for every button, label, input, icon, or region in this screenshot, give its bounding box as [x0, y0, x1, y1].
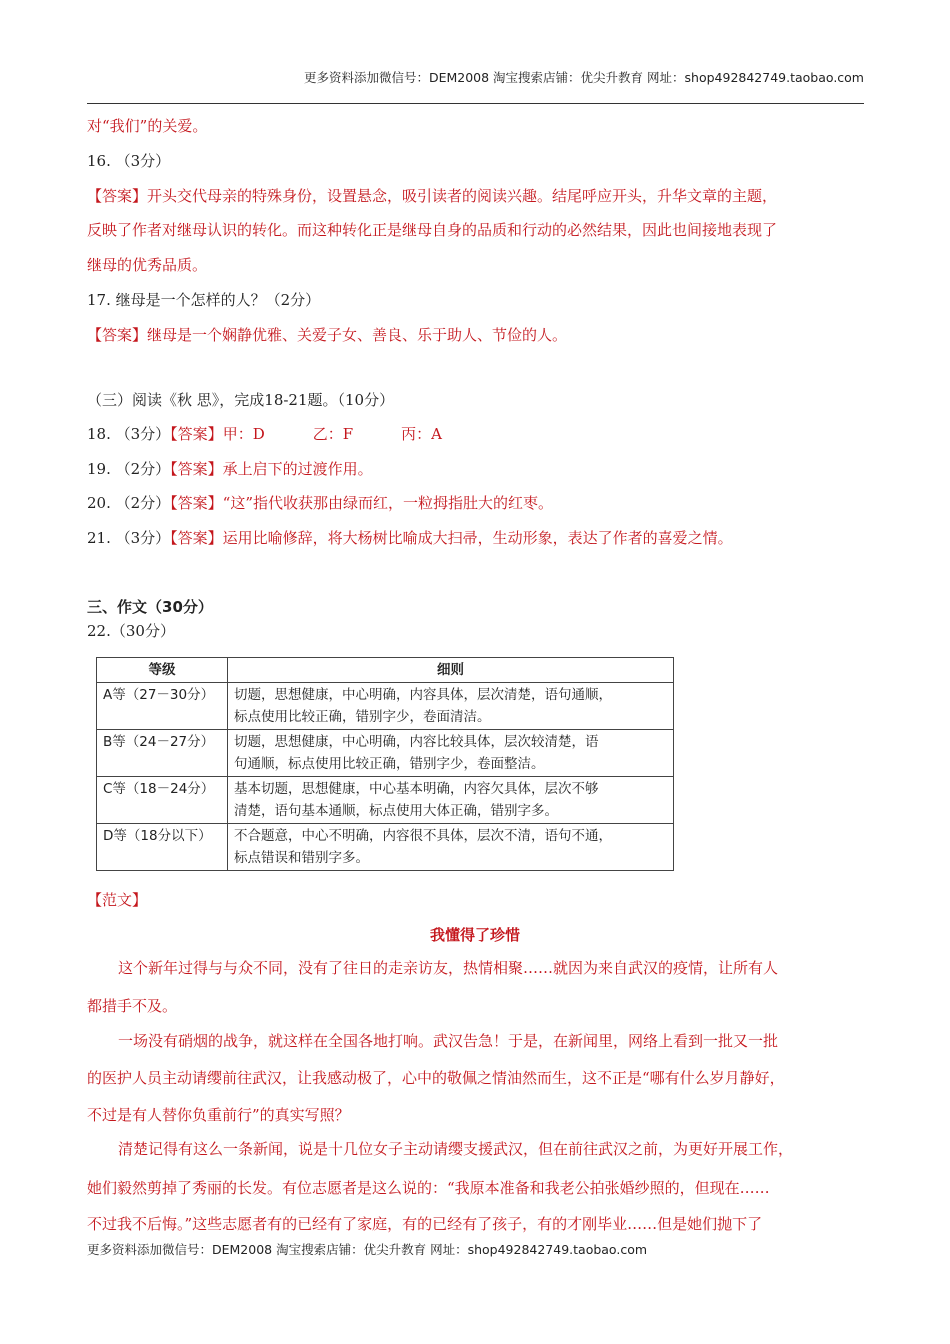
q18-part-b: 乙：F: [312, 425, 354, 443]
essay-line: 清楚记得有这么一条新闻，说是十几位女子主动请缨支援武汉，但在前往武汉之前，为更好开展工作，: [118, 1140, 794, 1158]
q19-answer: 【答案】承上启下的过渡作用。: [170, 460, 373, 478]
q17-label: 17. 继母是一个怎样的人？（2分）: [87, 291, 321, 309]
section3-title: （三）阅读《秋 思》，完成18-21题。（10分）: [87, 391, 395, 409]
criteria-line: 不合题意，中心不明确，内容很不具体，层次不清，语句不通，: [234, 828, 612, 844]
header-rule: [87, 103, 864, 104]
composition-heading: 三、作文（30分）: [87, 598, 213, 616]
q18-part-a: 甲：D: [222, 425, 265, 443]
sample-essay-label: 【范文】: [87, 891, 148, 909]
q16-label: 16. （3分）: [87, 152, 171, 170]
table-row: [97, 824, 674, 871]
q18-part-c: 丙：A: [401, 425, 442, 443]
q16-answer-line-2: 反映了作者对继母认识的转化。而这种转化正是继母自身的品质和行动的必然结果，因此也间接地表现了: [87, 221, 778, 239]
q20-row: [87, 493, 553, 513]
essay-line: 她们毅然剪掉了秀丽的长发。有位志愿者是这么说的：“我原本准备和我老公拍张婚纱照的，但现在……: [87, 1179, 770, 1197]
criteria-cell: [228, 777, 674, 824]
essay-line: 不过我不后悔。”这些志愿者有的已经有了家庭，有的已经有了孩子，有的才刚毕业……但是她们抛下了: [87, 1215, 763, 1233]
criteria-line: 清楚，语句基本通顺，标点使用大体正确，错别字多。: [234, 803, 558, 819]
criteria-column-header: 细则: [228, 658, 674, 683]
grade-cell: C等（18－24分）: [97, 777, 228, 824]
grade-cell: B等（24－27分）: [97, 730, 228, 777]
page-header: 更多资料添加微信号：DEM2008 淘宝搜索店铺：优尖升教育 网址：shop492842749.taobao.com: [303, 70, 864, 85]
q22-label: 22.（30分）: [87, 622, 175, 640]
q21-row: [87, 528, 733, 548]
q15-answer-tail: 对“我们”的关爱。: [87, 117, 208, 135]
criteria-line: 切题，思想健康，中心明确，内容具体，层次清楚，语句通顺，: [234, 687, 612, 703]
q21-label: 21. （3分）: [87, 529, 171, 547]
essay-line: 的医护人员主动请缨前往武汉，让我感动极了，心中的敬佩之情油然而生，这不正是“哪有什么岁月静好，: [87, 1069, 785, 1087]
q20-label: 20. （2分）: [87, 494, 171, 512]
criteria-line: 标点使用比较正确，错别字少，卷面清洁。: [234, 709, 491, 725]
grading-table: [96, 657, 674, 871]
q17-answer: 【答案】继母是一个娴静优雅、关爱子女、善良、乐于助人、节俭的人。: [87, 326, 568, 344]
grade-cell: A等（27－30分）: [97, 683, 228, 730]
essay-title: 我懂得了珍惜: [429, 926, 520, 944]
q20-answer: 【答案】“这”指代收获那由绿而红，一粒拇指肚大的红枣。: [170, 494, 554, 512]
table-row: [97, 683, 674, 730]
grading-table-header: [97, 658, 674, 683]
grade-column-header: 等级: [97, 658, 228, 683]
essay-line: 这个新年过得与与众不同，没有了往日的走亲访友，热情相聚……就因为来自武汉的疫情，让所有人: [118, 959, 779, 977]
criteria-line: 标点错误和错别字多。: [234, 850, 369, 866]
q16-answer-line-3: 继母的优秀品质。: [87, 256, 208, 274]
criteria-line: 句通顺，标点使用比较正确，错别字少，卷面整洁。: [234, 756, 545, 772]
q16-answer-line-1: 【答案】开头交代母亲的特殊身份，设置悬念，吸引读者的阅读兴趣。结尾呼应开头，升华文章的主题，: [87, 187, 778, 205]
criteria-line: 基本切题，思想健康，中心基本明确，内容欠具体，层次不够: [234, 781, 599, 797]
q21-answer: 【答案】运用比喻修辞，将大杨树比喻成大扫帚，生动形象，表达了作者的喜爱之情。: [170, 529, 733, 547]
essay-line: 都措手不及。: [87, 997, 178, 1015]
q19-label: 19. （2分）: [87, 460, 171, 478]
essay-line: 一场没有硝烟的战争，就这样在全国各地打响。武汉告急！于是，在新闻里，网络上看到一批又一批: [118, 1032, 779, 1050]
page-footer: 更多资料添加微信号：DEM2008 淘宝搜索店铺：优尖升教育 网址：shop492842749.taobao.com: [87, 1242, 648, 1257]
table-row: [97, 730, 674, 777]
q18-answer-prefix: 【答案】: [170, 425, 223, 443]
q18-row: [87, 424, 442, 444]
q18-label: 18. （3分）: [87, 425, 171, 443]
q19-row: [87, 459, 373, 479]
criteria-cell: [228, 683, 674, 730]
table-row: [97, 777, 674, 824]
essay-line: 不过是有人替你负重前行”的真实写照？: [87, 1106, 350, 1124]
criteria-cell: [228, 824, 674, 871]
grade-cell: D等（18分以下）: [97, 824, 228, 871]
criteria-line: 切题，思想健康，中心明确，内容比较具体，层次较清楚，语: [234, 734, 599, 750]
criteria-cell: [228, 730, 674, 777]
